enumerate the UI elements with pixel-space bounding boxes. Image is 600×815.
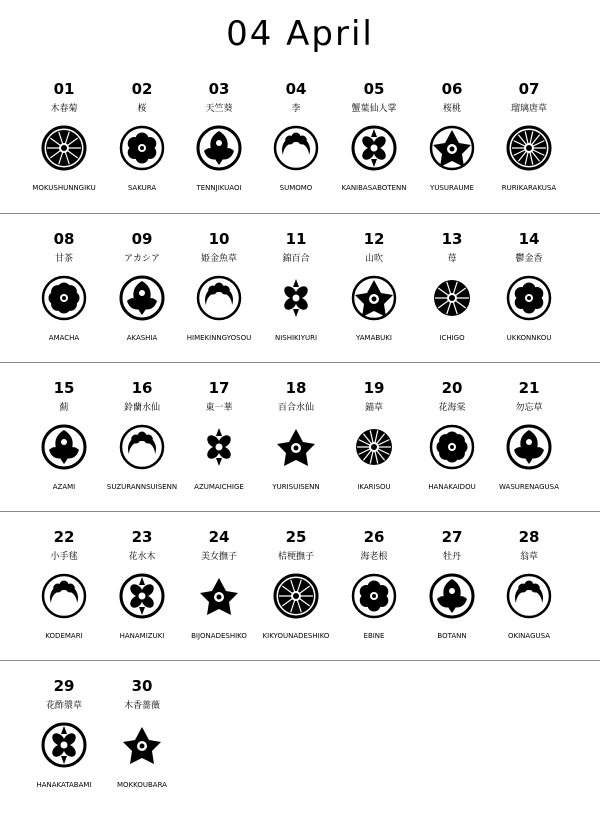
banksia-rose-crest-icon [119, 722, 165, 768]
flower-name-romaji: HIMEKINNGYOSOU [186, 334, 252, 342]
flower-name-romaji: OKINAGUSA [508, 632, 550, 640]
day-number: 15 [53, 379, 75, 397]
day-cell [490, 377, 568, 517]
day-number: 27 [441, 528, 463, 546]
day-cell [103, 78, 181, 218]
day-cell [180, 78, 258, 218]
day-number: 25 [285, 528, 307, 546]
day-cell [180, 526, 258, 666]
sweet-william-crest-icon [196, 573, 242, 619]
day-cell [490, 526, 568, 666]
day-number: 13 [441, 230, 463, 248]
day-number: 28 [518, 528, 540, 546]
day-number: 10 [208, 230, 230, 248]
spiraea-crest-icon [41, 573, 87, 619]
flower-name-romaji: AKASHIA [126, 334, 158, 342]
cherry-crest-icon [429, 125, 475, 171]
day-number: 16 [131, 379, 153, 397]
page-title: 04 April [226, 14, 374, 54]
acacia-crest-icon [119, 275, 165, 321]
day-number: 05 [363, 80, 385, 98]
day-cell [257, 228, 335, 368]
yamabuki-crest-icon [351, 275, 397, 321]
flower-name-romaji: BOTANN [437, 632, 467, 640]
flower-name-japanese: アカシア [124, 254, 160, 264]
wood-sorrel-crest-icon [41, 722, 87, 768]
flower-name-japanese: 桜 [137, 104, 147, 114]
flower-name-romaji: MOKUSHUNNGIKU [32, 184, 96, 192]
day-number: 21 [518, 379, 540, 397]
day-number: 12 [363, 230, 385, 248]
day-cell [25, 78, 103, 218]
flower-name-romaji: YURISUISENN [272, 483, 320, 491]
flower-name-japanese: 李 [291, 104, 301, 114]
flower-name-japanese: 木香薔薇 [123, 701, 160, 711]
flower-name-romaji: IKARISOU [357, 483, 391, 491]
flower-name-romaji: RURIKARAKUSA [501, 184, 557, 192]
day-number: 24 [208, 528, 230, 546]
day-number: 29 [53, 677, 75, 695]
day-cell [413, 526, 491, 666]
day-cell [413, 377, 491, 517]
flower-name-japanese: 鬱金香 [515, 254, 543, 264]
thistle-crest-icon [41, 424, 87, 470]
day-cell [25, 228, 103, 368]
day-number: 17 [208, 379, 230, 397]
day-number: 06 [441, 80, 463, 98]
day-number: 02 [131, 80, 153, 98]
flower-name-romaji: UKKONNKOU [506, 334, 552, 342]
day-cell [25, 377, 103, 517]
flower-name-japanese: 東一華 [205, 403, 233, 413]
day-number: 18 [285, 379, 307, 397]
day-number: 26 [363, 528, 385, 546]
flower-name-japanese: 百合水仙 [277, 403, 314, 413]
peony-crest-icon [429, 573, 475, 619]
flower-name-romaji: KODEMARI [45, 632, 83, 640]
flower-name-japanese: 瑠璃唐草 [510, 104, 547, 114]
day-cell [413, 228, 491, 368]
forget-me-not-crest-icon [506, 424, 552, 470]
geranium-crest-icon [196, 125, 242, 171]
flower-name-japanese: 山吹 [364, 254, 383, 264]
day-cell [257, 78, 335, 218]
flower-name-romaji: EBINE [363, 632, 385, 640]
flower-name-romaji: AMACHA [48, 334, 80, 342]
tulip-crest-icon [506, 275, 552, 321]
alstroemeria-crest-icon [273, 424, 319, 470]
day-number: 22 [53, 528, 75, 546]
flower-name-romaji: YAMABUKI [356, 334, 392, 342]
day-number: 01 [53, 80, 75, 98]
day-cell [103, 526, 181, 666]
lily-crest-icon [273, 275, 319, 321]
day-cell [103, 675, 181, 815]
flower-name-japanese: 錦百合 [282, 254, 310, 264]
flower-name-romaji: HANAMIZUKI [119, 632, 165, 640]
day-number: 30 [131, 677, 153, 695]
flower-name-japanese: 花海棠 [438, 403, 466, 413]
cactus-crest-icon [351, 125, 397, 171]
anchor-flower-crest-icon [351, 424, 397, 470]
flower-name-japanese: 桜桃 [442, 104, 461, 114]
flower-name-japanese: 牡丹 [442, 552, 461, 562]
week-row [0, 661, 600, 809]
week-row [0, 512, 600, 661]
week-row [0, 78, 600, 214]
snowflake-flower-crest-icon [119, 424, 165, 470]
crabapple-crest-icon [429, 424, 475, 470]
cherry-blossom-crest-icon [119, 125, 165, 171]
day-number: 04 [285, 80, 307, 98]
flower-name-japanese: 木春菊 [50, 104, 78, 114]
day-cell [335, 526, 413, 666]
day-number: 07 [518, 80, 540, 98]
day-number: 20 [441, 379, 463, 397]
flower-name-romaji: HANAKAIDOU [428, 483, 476, 491]
week-row [0, 214, 600, 363]
flower-name-japanese: 薊 [59, 403, 69, 413]
flower-name-romaji: KANIBASABOTENN [341, 184, 407, 192]
plum-crest-icon [273, 125, 319, 171]
flower-name-romaji: HANAKATABAMI [36, 781, 92, 789]
flower-name-japanese: 小手毬 [50, 552, 78, 562]
orchid-crest-icon [351, 573, 397, 619]
day-number: 19 [363, 379, 385, 397]
flower-name-romaji: SUMOMO [279, 184, 313, 192]
flower-name-japanese: 桔梗撫子 [277, 552, 314, 562]
day-cell [490, 78, 568, 218]
anemone-crest-icon [196, 424, 242, 470]
day-cell [103, 228, 181, 368]
day-cell [180, 228, 258, 368]
flower-name-romaji: ICHIGO [439, 334, 465, 342]
day-number: 23 [131, 528, 153, 546]
pink-flower-crest-icon [273, 573, 319, 619]
flower-name-japanese: 鈴蘭水仙 [123, 403, 160, 413]
flower-name-japanese: 花酢漿草 [45, 701, 82, 711]
flower-name-romaji: BIJONADESHIKO [191, 632, 247, 640]
snapdragon-crest-icon [196, 275, 242, 321]
flower-name-japanese: 錨草 [364, 403, 383, 413]
nemophila-crest-icon [506, 125, 552, 171]
strawberry-crest-icon [429, 275, 475, 321]
day-cell [25, 526, 103, 666]
flower-name-japanese: 苺 [447, 254, 457, 264]
flower-name-japanese: 勿忘草 [515, 403, 543, 413]
flower-name-japanese: 花水木 [128, 552, 156, 562]
flower-name-romaji: MOKKOUBARA [117, 781, 167, 789]
flower-name-romaji: NISHIKIYURI [274, 334, 318, 342]
week-row [0, 363, 600, 512]
day-number: 08 [53, 230, 75, 248]
flower-name-japanese: 天竺葵 [205, 104, 233, 114]
flower-name-romaji: SAKURA [127, 184, 157, 192]
day-cell [335, 228, 413, 368]
flower-name-romaji: YUSURAUME [430, 184, 474, 192]
day-cell [335, 78, 413, 218]
flower-name-romaji: WASURENAGUSA [499, 483, 559, 491]
chrysanthemum-crest-icon [41, 125, 87, 171]
flower-name-romaji: KIKYOUNADESHIKO [262, 632, 330, 640]
dogwood-crest-icon [119, 573, 165, 619]
flower-name-romaji: SUZURANNSUISENN [106, 483, 178, 491]
day-cell [180, 377, 258, 517]
pasqueflower-crest-icon [506, 573, 552, 619]
day-cell [335, 377, 413, 517]
flower-name-japanese: 姫金魚草 [200, 254, 237, 264]
day-number: 14 [518, 230, 540, 248]
day-number: 03 [208, 80, 230, 98]
day-grid [0, 78, 600, 809]
day-number: 11 [285, 230, 307, 248]
day-cell [103, 377, 181, 517]
flower-name-japanese: 海老根 [360, 552, 388, 562]
flower-name-japanese: 蟹葉仙人掌 [351, 104, 397, 114]
day-cell [257, 526, 335, 666]
day-cell [25, 675, 103, 815]
flower-name-romaji: AZUMAICHIGE [194, 483, 244, 491]
day-cell [413, 78, 491, 218]
day-cell [490, 228, 568, 368]
day-number: 09 [131, 230, 153, 248]
hydrangea-crest-icon [41, 275, 87, 321]
flower-name-romaji: AZAMI [52, 483, 76, 491]
flower-name-japanese: 翁草 [519, 552, 538, 562]
flower-name-japanese: 美女撫子 [200, 552, 237, 562]
day-cell [257, 377, 335, 517]
flower-name-japanese: 甘茶 [54, 254, 73, 264]
flower-name-romaji: TENNJIKUAOI [196, 184, 242, 192]
